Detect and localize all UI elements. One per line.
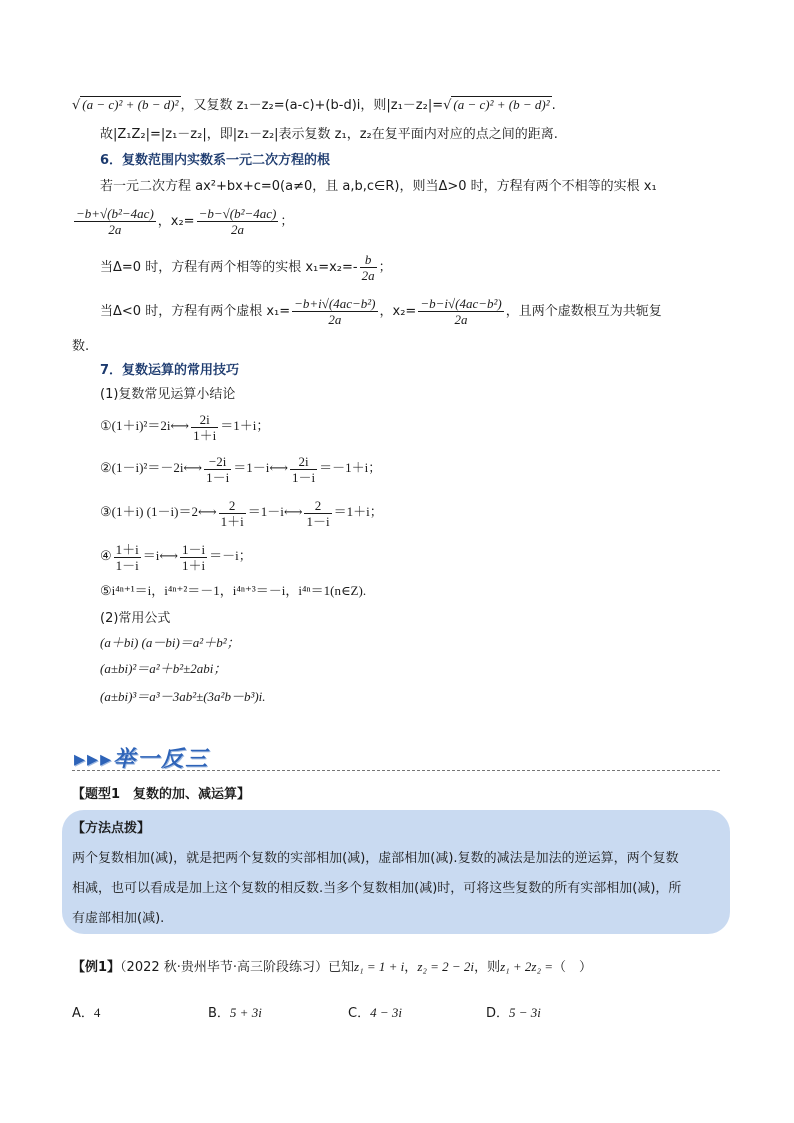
root2-fraction: $\frac{\text{−b−√(b²−4ac)}}{2a}$	[198, 206, 277, 237]
rule-1-fraction: $\frac{2i}{1+i}$	[193, 411, 217, 443]
rule-4: ④ $\frac{1+i}{1-i}$ ＝i⟷ $\frac{1-i}{1+i}$ ＝－i；	[100, 541, 252, 573]
formula-3: (a±bi)³＝a³－3ab²±(3a²b－b³)i.	[100, 689, 266, 704]
practice-banner	[74, 742, 209, 773]
complex-root1-fraction: $\frac{\text{−b+i√(4ac−b²)}}{2a}$	[294, 296, 376, 327]
rule-2-fraction-a: $\frac{-2i}{1-i}$	[206, 453, 230, 485]
rule-3-fraction-b: $\frac{2}{1-i}$	[306, 497, 330, 529]
formula-2: (a±bi)²＝a²＋b²±2abi；	[100, 661, 227, 676]
rule-4-fraction-a: $\frac{1+i}{1-i}$	[115, 541, 139, 573]
method-box	[62, 810, 730, 934]
subsection-2: (2)常用公式	[100, 611, 171, 626]
equal-roots-line: 当Δ=0 时，方程有两个相等的实根 x₁=x₂=- $\frac{b}{2a}$ ；	[100, 252, 392, 283]
rule-1: ①(1＋i)²＝2i⟷ $\frac{2i}{1+i}$ ＝1＋i；	[100, 411, 270, 443]
choice-b[interactable]: B．5 + 3i	[208, 1005, 262, 1021]
sqrt-expression: √ (a − c)² + (b − d)²	[72, 97, 179, 113]
method-line-3: 有虚部相加(减).	[72, 911, 165, 926]
section-6-intro: 若一元二次方程 ax²+bx+c=0(a≠0，且 a,b,c∈R)，则当Δ>0 时，方程有两个不相等的实根 x₁	[100, 179, 657, 194]
example-source: （2022 秋·贵州毕节·高三阶段练习）	[120, 960, 329, 975]
method-line-2: 相减，也可以看成是加上这个复数的相反数.当多个复数相加(减)时，可将这些复数的所有实部相加(减)，所	[72, 881, 682, 896]
subsection-1: (1)复数常见运算小结论	[100, 387, 236, 402]
question-type-1: 【题型1 复数的加、减运算】	[72, 787, 251, 802]
method-line-1: 两个复数相加(减)，就是把两个复数的实部相加(减)，虚部相加(减).复数的减法是加法的逆运算，两个复数	[72, 851, 679, 866]
rule-3-fraction-a: $\frac{2}{1+i}$	[220, 497, 244, 529]
formula-1: (a＋bi) (a－bi)＝a²＋b²；	[100, 635, 240, 650]
choice-a[interactable]: A．4	[72, 1005, 101, 1021]
choice-d[interactable]: D．5 − 3i	[486, 1005, 541, 1021]
distance-line: √ (a − c)² + (b − d)² ，又复数 z₁－z₂=(a-c)+(b-d)i，则|z₁－z₂|=√ (a − c)² + (b − d)² .	[72, 97, 556, 113]
z1-definition: z₁ = 1 + i	[354, 959, 405, 974]
rule-4-fraction-b: $\frac{1-i}{1+i}$	[182, 541, 206, 573]
complex-roots-end: 数.	[72, 339, 90, 354]
rule-2: ②(1－i)²＝－2i⟷ $\frac{-2i}{1-i}$ ＝1－i⟷ $\frac{2i}{1-i}$ ＝－1＋i；	[100, 453, 382, 485]
sqrt-expression-2: √ (a − c)² + (b − d)²	[443, 97, 550, 113]
z2-definition: z₂ = 2 − 2i	[417, 959, 475, 974]
rule-2-fraction-b: $\frac{2i}{1-i}$	[291, 453, 316, 485]
practice-banner-title: ▸▸▸举一反三	[74, 746, 210, 772]
complex-roots-line: 当Δ<0 时，方程有两个虚根 x₁= $\frac{\text{−b+i√(4ac−b²)}}{2a}$ ，x₂= $\frac{\text{−b−i√(4ac−b²)}}{2a}$ ，且两个虚数根互为共轭复	[100, 296, 662, 327]
rule-5: ⑤i⁴ⁿ⁺¹＝i，i⁴ⁿ⁺²＝－1，i⁴ⁿ⁺³＝－i，i⁴ⁿ＝1(n∈Z).	[100, 583, 367, 598]
sum-expression: z₁ + 2z₂ =	[500, 959, 554, 974]
distance-meaning: 故|Z₁Z₂|=|z₁－z₂|，即|z₁－z₂|表示复数 z₁，z₂在复平面内对应的点之间的距离.	[100, 127, 558, 142]
section-7-heading: 7．复数运算的常用技巧	[100, 363, 240, 378]
complex-root2-fraction: $\frac{\text{−b−i√(4ac−b²)}}{2a}$	[420, 296, 502, 327]
section-divider	[72, 770, 720, 771]
section-6-heading: 6．复数范围内实数系一元二次方程的根	[100, 153, 331, 168]
real-roots-formula: $\frac{\text{−b+√(b²−4ac)}}{2a}$ ，x₂= $\frac{\text{−b−√(b²−4ac)}}{2a}$ ；	[76, 206, 294, 237]
equal-root-fraction: $\frac{b}{2a}$	[361, 252, 375, 283]
example-1: 【例1】（2022 秋·贵州毕节·高三阶段练习）已知z₁ = 1 + i，z₂ = 2 − 2i，则z₁ + 2z₂ =（ ）	[72, 959, 593, 975]
method-title: 【方法点拨】	[72, 821, 151, 836]
choice-c[interactable]: C．4 − 3i	[348, 1005, 402, 1021]
root1-fraction: $\frac{\text{−b+√(b²−4ac)}}{2a}$	[76, 206, 154, 237]
rule-3: ③(1＋i) (1－i)＝2⟷ $\frac{2}{1+i}$ ＝1－i⟷ $\frac{2}{1-i}$ ＝1＋i；	[100, 497, 383, 529]
